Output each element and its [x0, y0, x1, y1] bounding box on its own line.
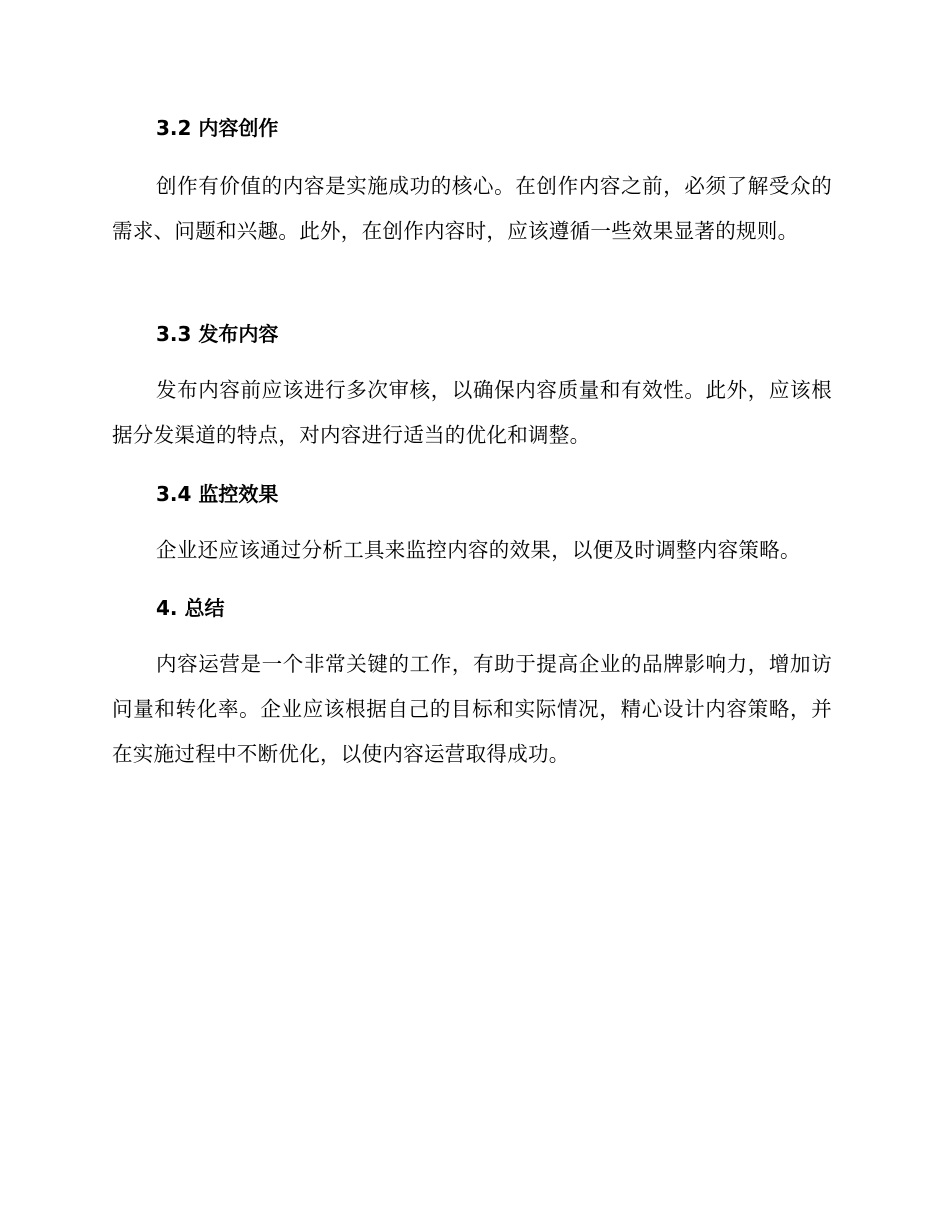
section-paragraph-summary: 内容运营是一个非常关键的工作，有助于提高企业的品牌影响力，增加访问量和转化率。企业应该根据自己的目标和实际情况，精心设计内容策略，并在实施过程中不断优化，以使内容运营取得成功。: [112, 652, 832, 766]
section-heading-content-creation: 3.2 内容创作: [156, 116, 279, 140]
section-paragraph-content-creation: 创作有价值的内容是实施成功的核心。在创作内容之前，必须了解受众的需求、问题和兴趣。此外，在创作内容时，应该遵循一些效果显著的规则。: [112, 174, 832, 243]
section-heading-publish-content: 3.3 发布内容: [156, 322, 279, 346]
section-heading-monitor-effect: 3.4 监控效果: [156, 482, 279, 506]
section-paragraph-publish-content: 发布内容前应该进行多次审核，以确保内容质量和有效性。此外，应该根据分发渠道的特点，对内容进行适当的优化和调整。: [112, 378, 832, 447]
section-heading-summary: 4. 总结: [156, 596, 225, 620]
section-paragraph-monitor-effect: 企业还应该通过分析工具来监控内容的效果，以便及时调整内容策略。: [156, 538, 801, 562]
